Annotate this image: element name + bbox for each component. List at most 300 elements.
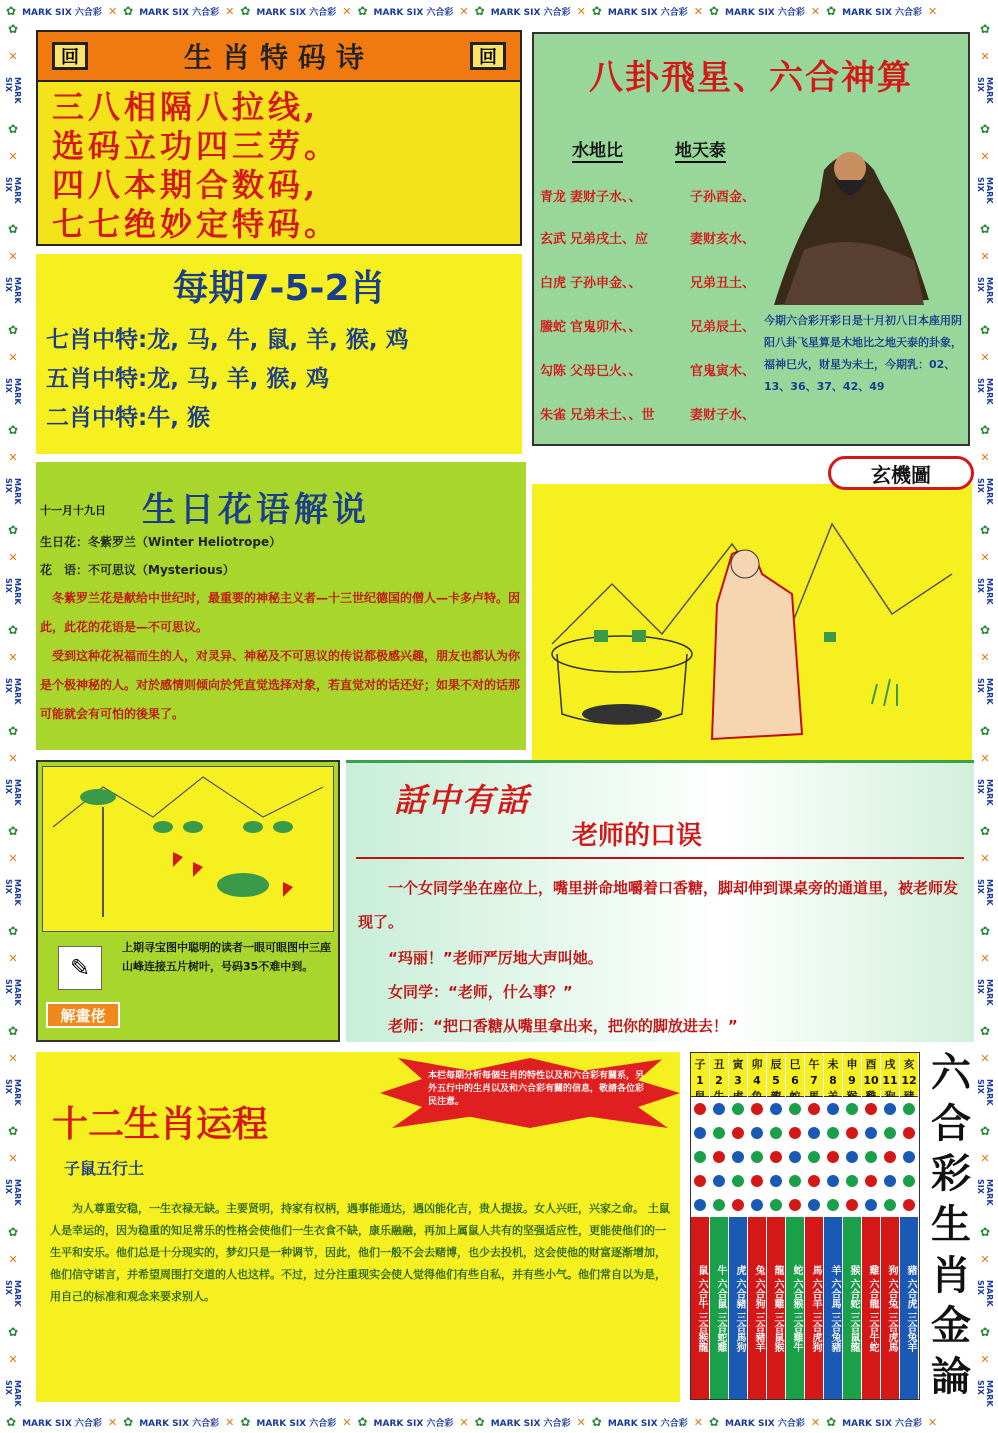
number-ball bbox=[846, 1127, 858, 1139]
flower-icon: ✿ bbox=[7, 1324, 19, 1339]
zodiac-balls bbox=[805, 1097, 823, 1217]
flower-icon: ✿ bbox=[7, 322, 19, 337]
zodiac-column-footer: 猴 六合蛇 三合鼠龍 bbox=[848, 1264, 859, 1352]
cross-icon: ✕ bbox=[8, 751, 18, 765]
number-ball bbox=[694, 1103, 706, 1115]
poem-line: 选码立功四三劳。 bbox=[52, 127, 341, 165]
border-brand-text: MARK SIX bbox=[976, 878, 994, 906]
border-brand-text: MARK SIX bbox=[976, 477, 994, 505]
poem-title-bar bbox=[38, 32, 520, 82]
number-ball bbox=[846, 1199, 858, 1211]
cross-icon: ✕ bbox=[693, 1415, 703, 1429]
number-ball bbox=[846, 1175, 858, 1187]
cross-icon: ✕ bbox=[980, 951, 990, 965]
xuanji-drawing bbox=[532, 484, 972, 760]
zodiac-column-footer: 狗 六合兔 三合虎馬 bbox=[886, 1264, 897, 1352]
fortune-subtitle: 子鼠五行土 bbox=[64, 1159, 145, 1178]
zodiac-column-footer: 蛇 六合猴 三合雞牛 bbox=[791, 1264, 802, 1352]
number-ball bbox=[789, 1151, 801, 1163]
cross-icon: ✕ bbox=[8, 1252, 18, 1266]
joke-title: 老师的口误 bbox=[572, 821, 703, 851]
period-heading: 每期7-5-2肖 bbox=[172, 268, 386, 309]
flower-icon: ✿ bbox=[240, 4, 251, 18]
zodiac-column-footer: 虎 六合豬 三合馬狗 bbox=[734, 1264, 745, 1352]
title-char: 論 bbox=[931, 1352, 971, 1400]
flower-icon: ✿ bbox=[979, 523, 991, 538]
cross-icon: ✕ bbox=[576, 1415, 586, 1429]
number-ball bbox=[732, 1175, 744, 1187]
number-ball bbox=[865, 1103, 877, 1115]
number-ball bbox=[694, 1127, 706, 1139]
zodiac-balls bbox=[843, 1097, 861, 1217]
bagua-row: 玄武 兄弟戌土、应 妻财亥水、 bbox=[540, 232, 756, 247]
flower-icon: ✿ bbox=[7, 1224, 19, 1239]
zodiac-fortune-panel bbox=[36, 1052, 680, 1402]
flower-icon: ✿ bbox=[979, 1124, 991, 1139]
sage-figure-image bbox=[764, 130, 934, 310]
cross-icon: ✕ bbox=[576, 4, 586, 18]
flower-icon: ✿ bbox=[979, 1324, 991, 1339]
zodiac-column bbox=[748, 1053, 767, 1399]
border-brand-text: MARK SIX bbox=[4, 878, 22, 906]
number-ball bbox=[694, 1199, 706, 1211]
title-char: 六 bbox=[931, 1049, 971, 1096]
border-brand-text: MARK SIX bbox=[976, 177, 994, 204]
flower-icon: ✿ bbox=[826, 1415, 837, 1429]
border-brand-text: MARK SIX bbox=[4, 1179, 22, 1206]
flower-icon: ✿ bbox=[979, 623, 991, 638]
border-brand-text: MARK SIX bbox=[976, 578, 994, 605]
number-ball bbox=[903, 1199, 915, 1211]
zodiac-column-footer: 兔 六合狗 三合豬羊 bbox=[753, 1264, 764, 1352]
number-ball bbox=[884, 1175, 896, 1187]
border-brand-text: MARK SIX 六合彩 bbox=[842, 7, 923, 18]
flower-icon: ✿ bbox=[7, 422, 19, 437]
joke-divider bbox=[356, 857, 964, 859]
cross-icon: ✕ bbox=[980, 1152, 990, 1166]
cross-icon: ✕ bbox=[8, 1152, 18, 1166]
number-ball bbox=[789, 1127, 801, 1139]
flower-icon: ✿ bbox=[979, 923, 991, 938]
zodiac-balls bbox=[862, 1097, 880, 1217]
cross-icon: ✕ bbox=[980, 150, 990, 164]
number-ball bbox=[770, 1199, 782, 1211]
flower-icon: ✿ bbox=[7, 823, 19, 838]
number-ball bbox=[732, 1103, 744, 1115]
border-brand-text: MARK SIX 六合彩 bbox=[256, 1418, 337, 1429]
number-ball bbox=[789, 1175, 801, 1187]
zodiac-column-header: 辰 5 bbox=[767, 1053, 785, 1097]
zodiac-column bbox=[691, 1053, 710, 1399]
zodiac-column bbox=[710, 1053, 729, 1399]
poem-line: 四八本期合数码, bbox=[52, 166, 320, 204]
joke-paragraph: 老师：“把口香糖从嘴里拿出来，把你的脚放进去！” bbox=[358, 1017, 738, 1035]
cross-icon: ✕ bbox=[459, 1415, 469, 1429]
border-brand-text: MARK SIX bbox=[4, 678, 22, 705]
top-border bbox=[0, 0, 998, 22]
border-brand-text: MARK SIX bbox=[4, 978, 22, 1006]
flower-icon: ✿ bbox=[7, 222, 19, 237]
zodiac-column bbox=[843, 1053, 862, 1399]
border-brand-text: MARK SIX bbox=[4, 177, 22, 204]
border-brand-text: MARK SIX bbox=[976, 1279, 994, 1307]
number-ball bbox=[789, 1199, 801, 1211]
flower-icon: ✿ bbox=[474, 1415, 485, 1429]
flower-icon: ✿ bbox=[7, 523, 19, 538]
zodiac-column-header: 酉 10 bbox=[862, 1053, 880, 1097]
title-char: 肖 bbox=[931, 1251, 971, 1299]
zodiac-number-table bbox=[690, 1052, 920, 1400]
zodiac-column-footer: 牛 六合鼠 三合蛇雞 bbox=[715, 1264, 726, 1352]
puzzle-drawing bbox=[43, 767, 333, 931]
cross-icon: ✕ bbox=[980, 350, 990, 364]
number-ball bbox=[846, 1103, 858, 1115]
border-brand-text: MARK SIX 六合彩 bbox=[373, 7, 454, 18]
zodiac-balls bbox=[881, 1097, 899, 1217]
puzzle-text: 上期寻宝图中聪明的读者一眼可眼图中三座山峰连接五片树叶，号码35不难中到。 bbox=[122, 941, 331, 973]
number-ball bbox=[770, 1127, 782, 1139]
zodiac-balls bbox=[710, 1097, 728, 1217]
number-ball bbox=[751, 1199, 763, 1211]
number-ball bbox=[865, 1127, 877, 1139]
border-brand-text: MARK SIX bbox=[4, 77, 22, 104]
bagua-row: 白虎 子孙申金、、 兄弟丑土、 bbox=[540, 276, 756, 291]
poem-box-icon-left: 回 bbox=[52, 42, 88, 70]
flower-meaning: 花 语：不可思议（Mysterious） bbox=[40, 563, 235, 577]
cross-icon: ✕ bbox=[342, 1415, 352, 1429]
border-brand-text: MARK SIX 六合彩 bbox=[139, 1418, 220, 1429]
flower-icon: ✿ bbox=[591, 1415, 602, 1429]
border-brand-text: MARK SIX bbox=[4, 1279, 22, 1307]
zodiac-column-header: 未 8 bbox=[824, 1053, 842, 1097]
number-ball bbox=[827, 1151, 839, 1163]
cross-icon: ✕ bbox=[107, 1415, 118, 1429]
joke-paragraph: “玛丽！”老师严厉地大声叫她。 bbox=[358, 949, 603, 967]
border-brand-text: MARK SIX bbox=[976, 377, 994, 405]
cross-icon: ✕ bbox=[928, 1415, 938, 1429]
border-brand-text: MARK SIX 六合彩 bbox=[22, 1418, 102, 1429]
period-zodiac-panel bbox=[36, 254, 522, 454]
flower-icon: ✿ bbox=[123, 4, 134, 18]
poem-box-icon-right: 回 bbox=[470, 42, 506, 70]
title-char: 合 bbox=[931, 1099, 971, 1147]
zodiac-column-header: 申 9 bbox=[843, 1053, 861, 1097]
border-brand-text: MARK SIX 六合彩 bbox=[725, 1418, 805, 1429]
bagua-note: 今期六合彩开彩日是十月初八日本座用阴阳八卦飞星算是木地比之地天泰的卦象，福神巳火，财星为未土，今期乳：02、13、36、37、42、49 bbox=[764, 314, 962, 393]
flower-icon: ✿ bbox=[6, 4, 17, 18]
bagua-row: 勾陈 父母巳火、、 官鬼寅木、 bbox=[540, 364, 756, 379]
puzzle-answer-button[interactable]: 解畫佬 bbox=[46, 1002, 120, 1028]
zodiac-column bbox=[881, 1053, 900, 1399]
border-brand-text: MARK SIX 六合彩 bbox=[490, 7, 571, 18]
border-brand-text: MARK SIX bbox=[976, 1179, 994, 1206]
border-brand-text: MARK SIX bbox=[4, 1079, 22, 1106]
flower-title: 生日花语解说 bbox=[142, 490, 370, 530]
zodiac-column-footer: 馬 六合羊 三合虎狗 bbox=[810, 1264, 821, 1352]
cross-icon: ✕ bbox=[8, 1352, 18, 1366]
cross-icon: ✕ bbox=[8, 851, 18, 865]
number-ball bbox=[827, 1103, 839, 1115]
left-border bbox=[0, 22, 26, 1411]
flower-icon: ✿ bbox=[7, 22, 19, 36]
border-brand-text: MARK SIX bbox=[976, 978, 994, 1006]
zodiac-column bbox=[900, 1053, 919, 1399]
bagua-panel bbox=[532, 32, 970, 446]
flower-icon: ✿ bbox=[708, 1415, 719, 1429]
border-brand-text: MARK SIX bbox=[976, 778, 994, 806]
zodiac-column-header: 巳 6 bbox=[786, 1053, 804, 1097]
zodiac-column-footer: 龍 六合雞 三合鼠猴 bbox=[772, 1264, 783, 1352]
number-ball bbox=[732, 1127, 744, 1139]
puzzle-image bbox=[42, 766, 334, 932]
period-row: 五肖中特:龙, 马, 羊, 猴, 鸡 bbox=[46, 366, 330, 392]
cross-icon: ✕ bbox=[8, 50, 18, 63]
border-brand-text: MARK SIX 六合彩 bbox=[607, 7, 688, 18]
zodiac-balls bbox=[767, 1097, 785, 1217]
number-ball bbox=[884, 1127, 896, 1139]
border-brand-text: MARK SIX bbox=[976, 77, 994, 104]
cross-icon: ✕ bbox=[8, 1052, 18, 1066]
joke-tag: 話中有話 bbox=[394, 781, 531, 819]
number-ball bbox=[846, 1151, 858, 1163]
flower-icon: ✿ bbox=[979, 1024, 991, 1039]
zodiac-gold-title bbox=[926, 1048, 976, 1402]
number-ball bbox=[808, 1103, 820, 1115]
number-ball bbox=[827, 1199, 839, 1211]
zodiac-balls bbox=[824, 1097, 842, 1217]
number-ball bbox=[732, 1151, 744, 1163]
zodiac-balls bbox=[786, 1097, 804, 1217]
cross-icon: ✕ bbox=[980, 1052, 990, 1066]
flower-icon: ✿ bbox=[357, 1415, 368, 1429]
cross-icon: ✕ bbox=[980, 551, 990, 565]
flower-icon: ✿ bbox=[7, 623, 19, 638]
cross-icon: ✕ bbox=[225, 1415, 235, 1429]
bagua-head: 水地比 bbox=[572, 136, 623, 163]
zodiac-balls bbox=[691, 1097, 709, 1217]
flower-icon: ✿ bbox=[123, 1415, 134, 1429]
border-brand-text: MARK SIX bbox=[976, 678, 994, 705]
poem-line: 七七绝妙定特码。 bbox=[52, 205, 341, 243]
number-ball bbox=[827, 1175, 839, 1187]
border-brand-text: MARK SIX 六合彩 bbox=[842, 1418, 923, 1429]
xuanji-badge: 玄機圖 bbox=[828, 456, 974, 490]
number-ball bbox=[713, 1127, 725, 1139]
number-ball bbox=[827, 1127, 839, 1139]
flower-icon: ✿ bbox=[708, 4, 719, 18]
flower-icon: ✿ bbox=[6, 1415, 17, 1429]
number-ball bbox=[903, 1127, 915, 1139]
number-ball bbox=[751, 1151, 763, 1163]
cross-icon: ✕ bbox=[459, 4, 469, 18]
starburst-text: 本栏每期分析每個生肖的特性以及和六合彩有關系，另外五行中的生肖以及和六合彩有關的信息，敬請各位彩民注意。 bbox=[428, 1071, 645, 1107]
border-brand-text: MARK SIX 六合彩 bbox=[22, 7, 102, 18]
border-brand-text: MARK SIX bbox=[4, 277, 22, 304]
number-ball bbox=[770, 1103, 782, 1115]
bagua-row: 螣蛇 官鬼卯木、、 兄弟辰土、 bbox=[540, 320, 756, 335]
joke-paragraph: 女同学：“老师，什么事？” bbox=[358, 983, 573, 1001]
zodiac-balls bbox=[748, 1097, 766, 1217]
number-ball bbox=[751, 1175, 763, 1187]
flower-paragraph: 受到这种花祝福而生的人，对灵异、神秘及不可思议的传说都极感兴趣，朋友也都认为你是个极神秘的人。对於感情则倾向於凭直觉选择对象，若直觉对的话还好；如果不对的话那可能就会有可怕的後果了。 bbox=[40, 649, 521, 721]
bagua-row: 朱雀 兄弟未土、、世 妻财子水、 bbox=[540, 408, 756, 423]
joke-paragraph: 一个女同学坐在座位上，嘴里拼命地嚼着口香糖，脚却伸到课桌旁的通道里，被老师发现了。 bbox=[358, 879, 959, 931]
flower-date: 十一月十九日 bbox=[40, 504, 106, 517]
zodiac-column-header: 戌 11 bbox=[881, 1053, 899, 1097]
number-ball bbox=[770, 1175, 782, 1187]
number-ball bbox=[713, 1199, 725, 1211]
zodiac-column-header: 午 7 bbox=[805, 1053, 823, 1097]
flower-icon: ✿ bbox=[979, 1224, 991, 1239]
cross-icon: ✕ bbox=[980, 450, 990, 464]
cross-icon: ✕ bbox=[342, 4, 352, 18]
flower-icon: ✿ bbox=[240, 1415, 251, 1429]
number-ball bbox=[789, 1103, 801, 1115]
flower-icon: ✿ bbox=[979, 723, 991, 738]
flower-icon: ✿ bbox=[474, 4, 485, 18]
number-ball bbox=[903, 1151, 915, 1163]
cross-icon: ✕ bbox=[810, 4, 821, 18]
title-char: 金 bbox=[931, 1302, 971, 1350]
number-ball bbox=[694, 1175, 706, 1187]
zodiac-balls bbox=[900, 1097, 918, 1217]
number-ball bbox=[865, 1151, 877, 1163]
number-ball bbox=[865, 1175, 877, 1187]
number-ball bbox=[713, 1175, 725, 1187]
border-brand-text: MARK SIX bbox=[4, 778, 22, 806]
bagua-heads bbox=[572, 136, 772, 163]
cross-icon: ✕ bbox=[8, 951, 18, 965]
cross-icon: ✕ bbox=[225, 4, 235, 18]
zodiac-column bbox=[824, 1053, 843, 1399]
zodiac-column bbox=[805, 1053, 824, 1399]
border-brand-text: MARK SIX bbox=[976, 1379, 994, 1407]
treasure-puzzle-panel bbox=[36, 760, 340, 1042]
zodiac-column-header: 亥 12 bbox=[900, 1053, 918, 1097]
joke-panel bbox=[346, 760, 974, 1042]
border-brand-text: MARK SIX bbox=[4, 578, 22, 605]
flower-icon: ✿ bbox=[7, 122, 19, 137]
border-brand-text: MARK SIX 六合彩 bbox=[139, 7, 220, 18]
number-ball bbox=[884, 1199, 896, 1211]
border-brand-text: MARK SIX 六合彩 bbox=[256, 7, 337, 18]
number-ball bbox=[694, 1151, 706, 1163]
flower-icon: ✿ bbox=[979, 222, 991, 237]
period-row: 二肖中特:牛, 猴 bbox=[46, 405, 210, 431]
title-char: 彩 bbox=[931, 1150, 971, 1198]
flower-icon: ✿ bbox=[357, 4, 368, 18]
flower-icon: ✿ bbox=[7, 1024, 19, 1039]
cross-icon: ✕ bbox=[980, 250, 990, 264]
puzzle-book-icon: ✎ bbox=[58, 946, 102, 990]
cross-icon: ✕ bbox=[980, 651, 990, 665]
number-ball bbox=[713, 1151, 725, 1163]
number-ball bbox=[808, 1175, 820, 1187]
fortune-title: 十二生肖运程 bbox=[52, 1104, 269, 1145]
flower-icon: ✿ bbox=[7, 923, 19, 938]
number-ball bbox=[884, 1103, 896, 1115]
bagua-head: 地天泰 bbox=[675, 136, 726, 163]
zodiac-column-footer: 豬 六合虎 三合兔羊 bbox=[905, 1264, 916, 1352]
flower-icon: ✿ bbox=[826, 4, 837, 18]
number-ball bbox=[903, 1175, 915, 1187]
flower-icon: ✿ bbox=[979, 823, 991, 838]
period-row: 七肖中特:龙, 马, 牛, 鼠, 羊, 猴, 鸡 bbox=[46, 327, 409, 353]
xuanji-image bbox=[532, 484, 972, 760]
poem-lines bbox=[38, 82, 520, 250]
bagua-title: 八卦飛星、六合神算 bbox=[589, 58, 913, 98]
zodiac-balls bbox=[729, 1097, 747, 1217]
cross-icon: ✕ bbox=[928, 4, 938, 18]
cross-icon: ✕ bbox=[8, 150, 18, 164]
flower-icon: ✿ bbox=[591, 4, 602, 18]
number-ball bbox=[770, 1151, 782, 1163]
cross-icon: ✕ bbox=[107, 4, 118, 18]
number-ball bbox=[751, 1103, 763, 1115]
border-brand-text: MARK SIX bbox=[4, 1379, 22, 1407]
birthday-flower-panel bbox=[36, 462, 526, 750]
flower-icon: ✿ bbox=[7, 723, 19, 738]
border-brand-text: MARK SIX 六合彩 bbox=[490, 1418, 571, 1429]
bagua-row: 青龙 妻财子水、、 子孙酉金、 bbox=[540, 190, 756, 205]
xuanji-picture-panel bbox=[530, 456, 976, 762]
border-brand-text: MARK SIX bbox=[4, 377, 22, 405]
zodiac-column-header: 卯 4 bbox=[748, 1053, 766, 1097]
poem-title: 生肖特码诗 bbox=[183, 41, 374, 74]
cross-icon: ✕ bbox=[980, 1252, 990, 1266]
poem-line: 三八相隔八拉线, bbox=[52, 88, 320, 126]
border-brand-text: MARK SIX bbox=[976, 277, 994, 304]
cross-icon: ✕ bbox=[8, 651, 18, 665]
cross-icon: ✕ bbox=[8, 450, 18, 464]
bottom-border bbox=[0, 1411, 998, 1433]
number-ball bbox=[732, 1199, 744, 1211]
cross-icon: ✕ bbox=[980, 1352, 990, 1366]
border-brand-text: MARK SIX bbox=[4, 477, 22, 505]
zodiac-column-header: 寅 3 bbox=[729, 1053, 747, 1097]
border-brand-text: MARK SIX 六合彩 bbox=[725, 7, 805, 18]
zodiac-column-header: 丑 2 bbox=[710, 1053, 728, 1097]
fortune-body: 为人尊重安稳，一生衣禄无缺。主要贤明，持家有权柄，遇事能通达，遇凶能化吉，贵人提拔。女人兴旺，兴家之命。 土鼠人是幸运的，因为稳重的知足常乐的性格会使他们一生衣食不缺，康乐融融，再加上属鼠人共有的坚强适应性，更能使他们的一生平和安乐。他们总是十分现实的，梦幻只是一种调节，因此，他们一般不会去赌博，也少去投机，这会使他的财富逐渐增加，他们信守诺言，并希望周围打交道的人也这样。不过，过分注重现实会使人觉得他们有些自私，并有些小气。他们常自以为是，用自己的标准和观念来要求别人。 bbox=[50, 1202, 670, 1303]
border-brand-text: MARK SIX 六合彩 bbox=[373, 1418, 454, 1429]
border-brand-text: MARK SIX 六合彩 bbox=[607, 1418, 688, 1429]
zodiac-poem-panel bbox=[36, 30, 522, 246]
number-ball bbox=[808, 1151, 820, 1163]
number-ball bbox=[903, 1103, 915, 1115]
zodiac-column-footer: 羊 六合馬 三合兔豬 bbox=[829, 1264, 840, 1352]
number-ball bbox=[865, 1199, 877, 1211]
zodiac-column bbox=[862, 1053, 881, 1399]
cross-icon: ✕ bbox=[980, 50, 990, 63]
flower-icon: ✿ bbox=[7, 1124, 19, 1139]
border-brand-text: MARK SIX bbox=[976, 1079, 994, 1106]
cross-icon: ✕ bbox=[8, 350, 18, 364]
number-ball bbox=[751, 1127, 763, 1139]
flower-name: 生日花：冬紫罗兰（Winter Heliotrope） bbox=[40, 535, 282, 549]
number-ball bbox=[884, 1151, 896, 1163]
flower-icon: ✿ bbox=[979, 22, 991, 36]
cross-icon: ✕ bbox=[980, 851, 990, 865]
flower-icon: ✿ bbox=[979, 322, 991, 337]
cross-icon: ✕ bbox=[8, 250, 18, 264]
number-ball bbox=[808, 1199, 820, 1211]
zodiac-column bbox=[729, 1053, 748, 1399]
flower-icon: ✿ bbox=[979, 422, 991, 437]
flower-icon: ✿ bbox=[979, 122, 991, 137]
zodiac-column bbox=[767, 1053, 786, 1399]
cross-icon: ✕ bbox=[8, 551, 18, 565]
zodiac-column bbox=[786, 1053, 805, 1399]
